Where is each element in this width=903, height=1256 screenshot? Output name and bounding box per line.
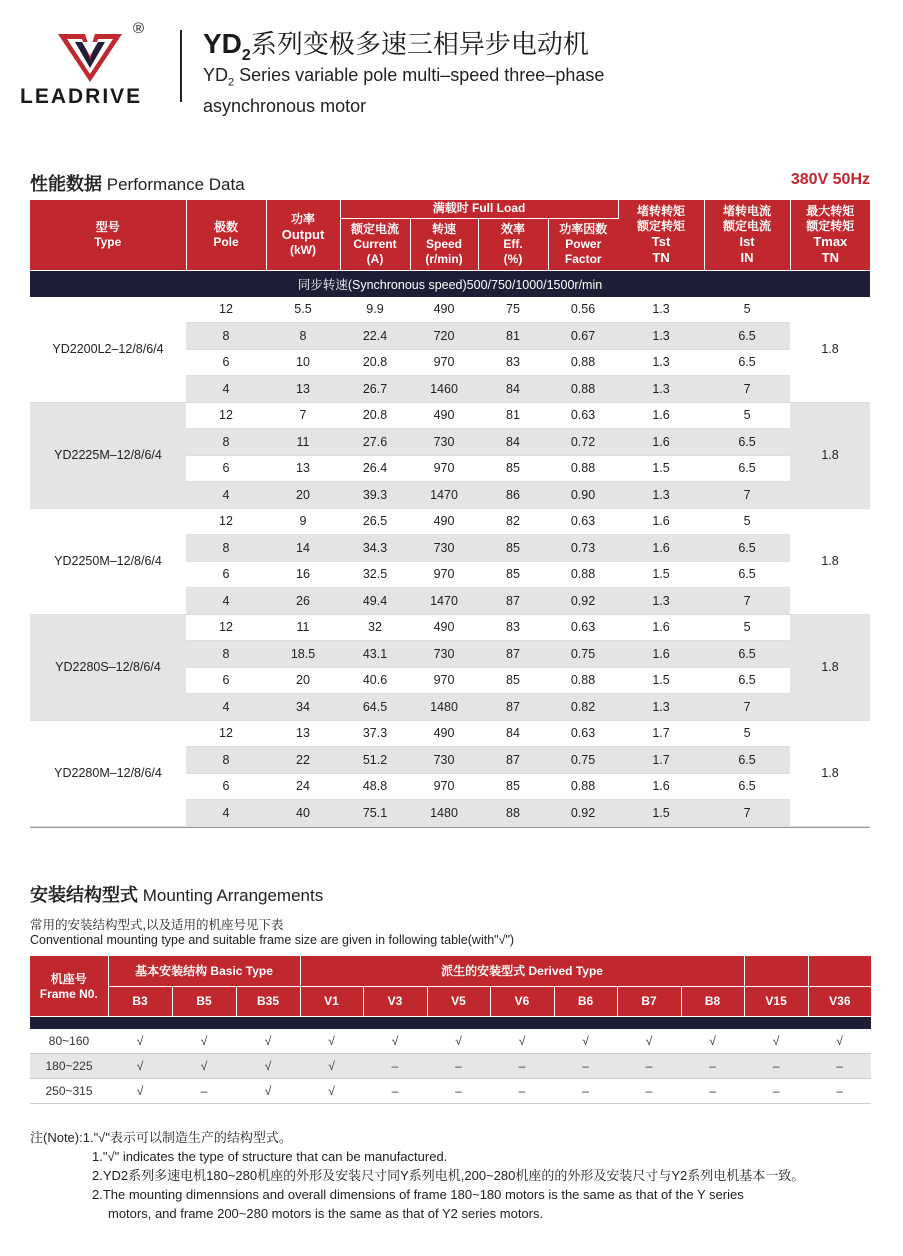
table-cell: 970: [410, 667, 478, 694]
col-mount-type: B6: [554, 986, 617, 1016]
table-cell: 85: [478, 535, 548, 562]
col-current: 额定电流 Current (A): [340, 218, 410, 270]
table-cell: –: [744, 1078, 808, 1103]
table-cell: 51.2: [340, 747, 410, 774]
table-cell: 16: [266, 561, 340, 588]
table-cell: √: [744, 1029, 808, 1054]
table-cell: 6.5: [704, 747, 790, 774]
table-cell: 0.92: [548, 588, 618, 615]
table-cell: 13: [266, 720, 340, 747]
table-row: [30, 1078, 871, 1103]
table-cell: 43.1: [340, 641, 410, 668]
table-cell: 12: [186, 614, 266, 641]
performance-table: [30, 200, 870, 827]
table-cell: 1.5: [618, 667, 704, 694]
table-cell: 730: [410, 429, 478, 456]
col-tst: 堵转转矩 额定转矩 Tst TN: [618, 200, 704, 270]
table-cell: √: [172, 1029, 236, 1054]
table-cell: 87: [478, 747, 548, 774]
table-cell: 1.3: [618, 588, 704, 615]
table-cell: 5: [704, 720, 790, 747]
table-cell: –: [490, 1053, 554, 1078]
table-cell: 7: [704, 482, 790, 509]
leadrive-logo-icon: [55, 28, 125, 84]
table-row: [30, 508, 870, 535]
col-mount-type: B3: [108, 986, 172, 1016]
table-cell: 1480: [410, 694, 478, 721]
col-mount-type: V1: [300, 986, 363, 1016]
table-cell: 1.7: [618, 720, 704, 747]
table-cell: 0.88: [548, 773, 618, 800]
frame-cell: 80~160: [30, 1029, 108, 1054]
notes: [30, 1128, 804, 1223]
table-cell: 7: [704, 800, 790, 827]
table-cell: 8: [186, 323, 266, 350]
table-cell: 1.5: [618, 455, 704, 482]
table-cell: 32: [340, 614, 410, 641]
col-mount-type: B7: [617, 986, 681, 1016]
model-cell: YD2225M–12/8/6/4: [30, 402, 186, 508]
table-cell: 1.6: [618, 641, 704, 668]
col-mount-type: B5: [172, 986, 236, 1016]
table-cell: √: [108, 1078, 172, 1103]
table-cell: √: [236, 1078, 300, 1103]
table-row: [30, 720, 870, 747]
table-cell: 83: [478, 614, 548, 641]
table-cell: 86: [478, 482, 548, 509]
table-cell: √: [108, 1053, 172, 1078]
col-basic-type: 基本安装结构 Basic Type: [108, 956, 300, 986]
col-mount-type: V15: [744, 986, 808, 1016]
table-cell: 6: [186, 349, 266, 376]
table-cell: 5: [704, 614, 790, 641]
col-frame: 机座号 Frame N0.: [30, 956, 108, 1016]
table-row: [30, 1029, 871, 1054]
table-cell: √: [236, 1053, 300, 1078]
col-pole: 极数 Pole: [186, 200, 266, 270]
table-cell: 0.88: [548, 667, 618, 694]
table-cell: 27.6: [340, 429, 410, 456]
tmax-cell: 1.8: [790, 614, 870, 720]
table-cell: 7: [704, 694, 790, 721]
table-cell: √: [300, 1029, 363, 1054]
table-cell: 0.75: [548, 747, 618, 774]
table-cell: 6: [186, 455, 266, 482]
table-cell: 87: [478, 694, 548, 721]
table-cell: 75.1: [340, 800, 410, 827]
table-cell: 88: [478, 800, 548, 827]
table-cell: 18.5: [266, 641, 340, 668]
col-mount-type: B35: [236, 986, 300, 1016]
col-mount-type: V3: [363, 986, 427, 1016]
table-cell: 8: [266, 323, 340, 350]
table-cell: –: [808, 1053, 871, 1078]
col-derived-type: 派生的安装型式 Derived Type: [300, 956, 744, 986]
table-cell: 8: [186, 747, 266, 774]
page-title-en: $YD_2$ Series variable pole multi–speed three–phase asynchronous motor: [203, 65, 605, 116]
table-cell: 1.7: [618, 747, 704, 774]
col-mount-type: B8: [681, 986, 744, 1016]
table-cell: 20.8: [340, 402, 410, 429]
table-bottom-rule: [30, 827, 870, 828]
table-cell: 0.63: [548, 614, 618, 641]
table-cell: 6: [186, 773, 266, 800]
table-cell: 4: [186, 694, 266, 721]
col-output: 功率 Output (kW): [266, 200, 340, 270]
table-cell: √: [617, 1029, 681, 1054]
table-cell: 10: [266, 349, 340, 376]
col-full-load: 满载时 Full Load: [340, 200, 618, 218]
table-row: [30, 1053, 871, 1078]
table-cell: √: [554, 1029, 617, 1054]
table-cell: 85: [478, 773, 548, 800]
table-row: [30, 297, 870, 323]
table-cell: –: [681, 1078, 744, 1103]
table-cell: 0.90: [548, 482, 618, 509]
table-cell: –: [427, 1053, 490, 1078]
table-cell: 1.3: [618, 349, 704, 376]
table-cell: 87: [478, 588, 548, 615]
tmax-cell: 1.8: [790, 297, 870, 403]
col-mount-type: V6: [490, 986, 554, 1016]
table-cell: 490: [410, 508, 478, 535]
table-cell: –: [744, 1053, 808, 1078]
table-cell: 1.3: [618, 482, 704, 509]
table-cell: 9: [266, 508, 340, 535]
table-cell: 40: [266, 800, 340, 827]
table-cell: 26.5: [340, 508, 410, 535]
table-row: [30, 402, 870, 429]
table-cell: 48.8: [340, 773, 410, 800]
table-cell: 1.5: [618, 800, 704, 827]
table-cell: 720: [410, 323, 478, 350]
table-cell: 490: [410, 297, 478, 323]
table-cell: 6.5: [704, 323, 790, 350]
table-cell: 0.73: [548, 535, 618, 562]
table-cell: √: [300, 1078, 363, 1103]
col-type: 型号 Type: [30, 200, 186, 270]
table-cell: √: [490, 1029, 554, 1054]
table-cell: 6.5: [704, 773, 790, 800]
table-cell: 490: [410, 720, 478, 747]
table-cell: 0.88: [548, 561, 618, 588]
table-cell: 1.6: [618, 773, 704, 800]
table-cell: –: [172, 1078, 236, 1103]
table-cell: 34.3: [340, 535, 410, 562]
table-cell: 81: [478, 402, 548, 429]
table-cell: 1.6: [618, 508, 704, 535]
table-cell: 8: [186, 641, 266, 668]
header-divider: [180, 30, 182, 102]
table-cell: 7: [704, 376, 790, 403]
mounting-band: [30, 1016, 871, 1029]
table-cell: 22: [266, 747, 340, 774]
table-cell: 49.4: [340, 588, 410, 615]
table-cell: 1.5: [618, 561, 704, 588]
table-cell: 12: [186, 402, 266, 429]
table-cell: 4: [186, 482, 266, 509]
table-cell: 85: [478, 667, 548, 694]
table-cell: 970: [410, 773, 478, 800]
table-cell: 1460: [410, 376, 478, 403]
note-2-en-cont: motors, and frame 200~280 motors is the same as that of Y2 series motors.: [108, 1206, 544, 1221]
table-cell: 0.88: [548, 349, 618, 376]
table-cell: 490: [410, 402, 478, 429]
table-cell: 14: [266, 535, 340, 562]
note-1-en: 1."√" indicates the type of structure that can be manufactured.: [92, 1149, 448, 1164]
table-cell: 24: [266, 773, 340, 800]
table-cell: 4: [186, 588, 266, 615]
table-cell: 1480: [410, 800, 478, 827]
table-cell: 1.6: [618, 402, 704, 429]
table-cell: –: [363, 1053, 427, 1078]
table-cell: 26.7: [340, 376, 410, 403]
table-cell: √: [363, 1029, 427, 1054]
table-cell: 0.92: [548, 800, 618, 827]
table-cell: 20: [266, 667, 340, 694]
tmax-cell: 1.8: [790, 508, 870, 614]
table-cell: 6.5: [704, 667, 790, 694]
table-cell: 0.88: [548, 455, 618, 482]
col-ist: 堵转电流 额定电流 Ist IN: [704, 200, 790, 270]
table-cell: 11: [266, 614, 340, 641]
table-cell: √: [108, 1029, 172, 1054]
table-cell: 1.6: [618, 614, 704, 641]
table-cell: 970: [410, 349, 478, 376]
table-cell: 730: [410, 641, 478, 668]
table-cell: 0.82: [548, 694, 618, 721]
note-2-cn: 2.YD2系列多速电机180~280机座的外形及安装尺寸同Y系列电机,200~280机座的的外形及安装尺寸与Y2系列电机基本一致。: [92, 1168, 805, 1183]
table-cell: 970: [410, 561, 478, 588]
table-cell: 7: [704, 588, 790, 615]
table-cell: 64.5: [340, 694, 410, 721]
table-cell: 20.8: [340, 349, 410, 376]
table-cell: 0.72: [548, 429, 618, 456]
model-cell: YD2200L2–12/8/6/4: [30, 297, 186, 403]
table-cell: 13: [266, 376, 340, 403]
table-cell: 5: [704, 402, 790, 429]
table-cell: 4: [186, 376, 266, 403]
table-cell: 0.56: [548, 297, 618, 323]
table-cell: 13: [266, 455, 340, 482]
registered-mark: ®: [133, 20, 145, 37]
table-cell: 1.3: [618, 694, 704, 721]
tmax-cell: 1.8: [790, 402, 870, 508]
note-2-en: 2.The mounting dimennsions and overall dimensions of frame 180~180 motors is the same as that of the Y series: [92, 1187, 744, 1202]
table-cell: –: [617, 1053, 681, 1078]
table-cell: 82: [478, 508, 548, 535]
col-tmax: 最大转矩 额定转矩 Tmax TN: [790, 200, 870, 270]
table-cell: 37.3: [340, 720, 410, 747]
table-cell: 490: [410, 614, 478, 641]
table-cell: 39.3: [340, 482, 410, 509]
table-cell: –: [363, 1078, 427, 1103]
table-cell: 1470: [410, 588, 478, 615]
table-row: [30, 614, 870, 641]
table-cell: 8: [186, 535, 266, 562]
table-cell: 0.88: [548, 376, 618, 403]
table-cell: 34: [266, 694, 340, 721]
mounting-section-title: 安装结构型式 Mounting Arrangements: [30, 885, 324, 905]
table-cell: 40.6: [340, 667, 410, 694]
model-cell: YD2250M–12/8/6/4: [30, 508, 186, 614]
table-cell: 6: [186, 561, 266, 588]
model-cell: YD2280M–12/8/6/4: [30, 720, 186, 826]
table-cell: 12: [186, 508, 266, 535]
table-cell: 20: [266, 482, 340, 509]
frame-cell: 180~225: [30, 1053, 108, 1078]
table-cell: 85: [478, 455, 548, 482]
table-cell: 0.63: [548, 508, 618, 535]
table-cell: 81: [478, 323, 548, 350]
table-cell: 75: [478, 297, 548, 323]
table-cell: √: [681, 1029, 744, 1054]
mounting-table: [30, 956, 871, 1104]
table-cell: 7: [266, 402, 340, 429]
supply-rating: 380V 50Hz: [790, 171, 870, 188]
table-cell: 6.5: [704, 349, 790, 376]
col-mount-type: V36: [808, 986, 871, 1016]
table-cell: 22.4: [340, 323, 410, 350]
table-cell: –: [681, 1053, 744, 1078]
table-cell: 1470: [410, 482, 478, 509]
table-cell: 6.5: [704, 535, 790, 562]
table-cell: 11: [266, 429, 340, 456]
table-cell: 0.67: [548, 323, 618, 350]
table-cell: 5: [704, 297, 790, 323]
table-cell: –: [427, 1078, 490, 1103]
table-cell: 4: [186, 800, 266, 827]
table-cell: 26: [266, 588, 340, 615]
table-cell: –: [617, 1078, 681, 1103]
table-cell: 87: [478, 641, 548, 668]
table-cell: 84: [478, 429, 548, 456]
table-cell: 1.3: [618, 376, 704, 403]
brand-name: LEADRIVE: [20, 85, 143, 108]
table-cell: 12: [186, 720, 266, 747]
table-cell: 6.5: [704, 455, 790, 482]
table-cell: –: [554, 1078, 617, 1103]
table-cell: 1.6: [618, 535, 704, 562]
table-cell: √: [236, 1029, 300, 1054]
frame-cell: 250~315: [30, 1078, 108, 1103]
table-cell: 5: [704, 508, 790, 535]
table-cell: 0.63: [548, 720, 618, 747]
table-cell: 1.3: [618, 297, 704, 323]
table-cell: 32.5: [340, 561, 410, 588]
table-cell: 84: [478, 376, 548, 403]
table-cell: 26.4: [340, 455, 410, 482]
table-cell: 6.5: [704, 641, 790, 668]
sync-speed-band: 同步转速(Synchronous speed)500/750/1000/1500r/min: [30, 270, 870, 297]
table-cell: –: [554, 1053, 617, 1078]
table-cell: 85: [478, 561, 548, 588]
table-cell: √: [300, 1053, 363, 1078]
col-eff: 效率 Eff. (%): [478, 218, 548, 270]
table-cell: √: [808, 1029, 871, 1054]
table-cell: 730: [410, 535, 478, 562]
mounting-note: 常用的安装结构型式,以及适用的机座号见下表 Conventional mounting type and suitable frame size are given in following table(with"√"): [30, 918, 515, 947]
table-cell: –: [808, 1078, 871, 1103]
tmax-cell: 1.8: [790, 720, 870, 826]
table-cell: 5.5: [266, 297, 340, 323]
table-cell: 9.9: [340, 297, 410, 323]
table-cell: 6.5: [704, 429, 790, 456]
table-cell: 730: [410, 747, 478, 774]
col-speed: 转速 Speed (r/min): [410, 218, 478, 270]
note-1-cn: 注(Note):1."√"表示可以制造生产的结构型式。: [30, 1130, 292, 1145]
table-cell: 1.6: [618, 429, 704, 456]
table-cell: –: [490, 1078, 554, 1103]
table-cell: 6: [186, 667, 266, 694]
table-cell: 0.75: [548, 641, 618, 668]
col-power-factor: 功率因数 Power Factor: [548, 218, 618, 270]
model-cell: YD2280S–12/8/6/4: [30, 614, 186, 720]
table-cell: 0.63: [548, 402, 618, 429]
table-cell: 6.5: [704, 561, 790, 588]
table-cell: 83: [478, 349, 548, 376]
table-cell: 12: [186, 297, 266, 323]
table-cell: 84: [478, 720, 548, 747]
table-cell: 970: [410, 455, 478, 482]
page-title-cn: $YD_2$系列变极多速三相异步电动机: [203, 28, 589, 64]
table-cell: 8: [186, 429, 266, 456]
performance-section-title: 性能数据 Performance Data: [30, 174, 245, 194]
table-cell: 1.3: [618, 323, 704, 350]
table-cell: √: [427, 1029, 490, 1054]
table-cell: √: [172, 1053, 236, 1078]
col-mount-type: V5: [427, 986, 490, 1016]
